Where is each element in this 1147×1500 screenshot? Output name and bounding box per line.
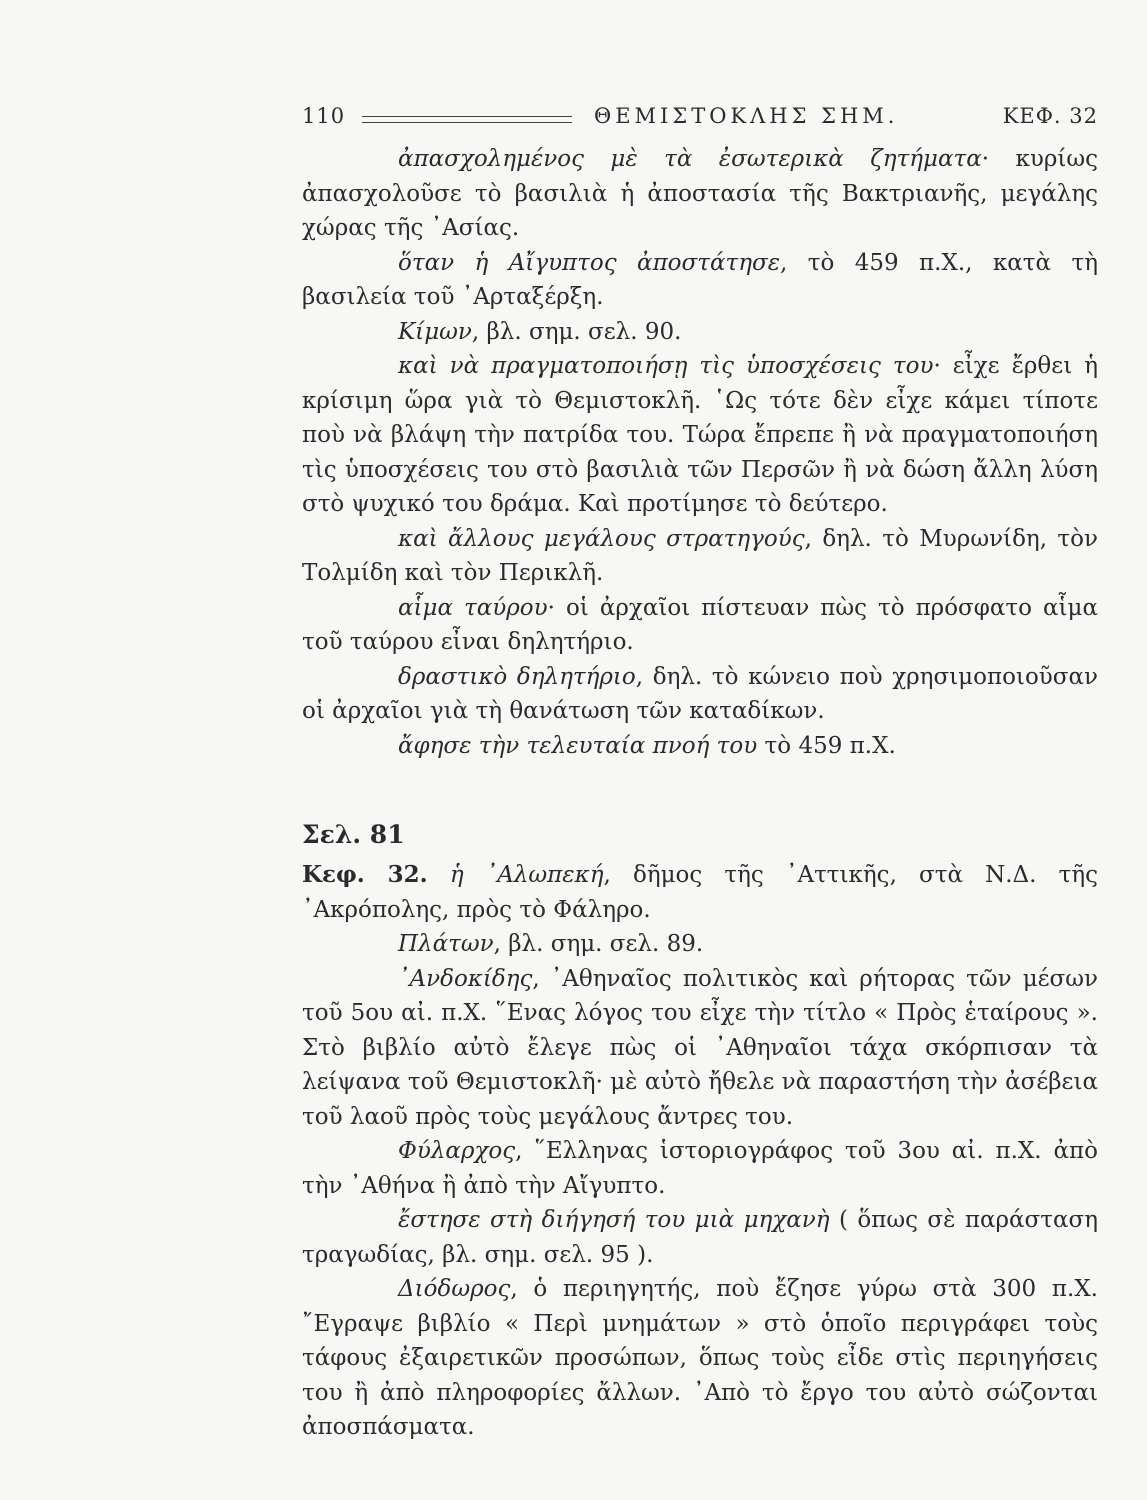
note-entry xyxy=(302,522,1098,591)
note-entry xyxy=(302,927,1098,962)
note-text: , βλ. σημ. σελ. 90. xyxy=(471,318,682,345)
note-entry xyxy=(302,591,1098,660)
section-heading: Σελ. 81 xyxy=(302,820,405,849)
notes-block-1 xyxy=(302,142,1098,763)
note-term: Φύλαρχος xyxy=(398,1138,516,1164)
note-text: · κυρίως ἀπασχολοῦσε τὸ βασιλιὰ ἡ ἀποστασία τῆς Βακτριανῆς, μεγάλης χώρας τῆς ᾿Ασίας. xyxy=(302,146,1098,241)
note-text: , ῞Ελληνας ἱστοριογράφος τοῦ 3ου αἰ. π.Χ. ἀπὸ τὴν ᾿Αθήνα ἢ ἀπὸ τὴν Αἴγυπτο. xyxy=(302,1138,1098,1199)
note-entry xyxy=(302,1203,1098,1272)
note-entry xyxy=(302,729,1098,764)
note-text: , βλ. σημ. σελ. 89. xyxy=(493,931,704,957)
note-term: Κίμων xyxy=(398,318,472,345)
note-text: , δηλ. τὸ Μυρωνίδη, τὸν Τολμίδη καὶ τὸν Περικλῆ. xyxy=(302,525,1098,586)
note-term: καὶ ἄλλους μεγάλους στρατηγούς xyxy=(398,525,805,552)
note-entry xyxy=(302,1134,1098,1203)
note-entry xyxy=(302,858,1098,927)
note-entry xyxy=(302,349,1098,522)
note-term: ἀπασχολημένος μὲ τὰ ἐσωτερικὰ ζητήματα xyxy=(398,146,982,172)
page-number: 110 xyxy=(302,104,346,128)
section-heading-block xyxy=(302,818,1098,853)
note-entry xyxy=(302,962,1098,1135)
note-text: , δῆμος τῆς ᾿Αττικῆς, στὰ Ν.Δ. τῆς ᾿Ακρόπολης, πρὸς τὸ Φάληρο. xyxy=(302,862,1099,923)
note-text: · εἶχε ἔρθει ἡ κρίσιμη ὥρα γιὰ τὸ Θεμιστοκλῆ. ῾Ως τότε δὲν εἶχε κάμει τίποτε ποὺ νὰ βλάψη τὴν πατρίδα του. Τώρα ἔπρεπε ἢ νὰ πραγματοποιήση τὶς ὑποσχέσεις του στὸ βασιλιὰ τῶν Περσῶν ἢ νὰ δώση ἄλλη λύση στὸ ψυχικό του δράμα. Καὶ προτίμησε τὸ δεύτερο. xyxy=(302,353,1098,517)
running-header xyxy=(302,100,1098,134)
chapter-label: Κεφ. 32. xyxy=(302,861,428,888)
header-title: ΘΕΜΙΣΤΟΚΛΗΣ ΣΗΜ. xyxy=(594,104,899,128)
note-term: ἡ ᾿Αλωπεκή xyxy=(449,862,604,888)
notes-block-2 xyxy=(302,858,1098,1445)
note-text: , δηλ. τὸ κώνειο ποὺ χρησιμοποιοῦσαν οἱ ἀρχαῖοι γιὰ τὴ θανάτωση τῶν καταδίκων. xyxy=(302,663,1098,724)
note-term: Πλάτων xyxy=(398,931,494,957)
note-term: ὅταν ἡ Αἴγυπτος ἀποστάτησε xyxy=(398,249,781,276)
note-term: Διόδωρος xyxy=(398,1276,511,1302)
note-text: ( ὅπως σὲ παράσταση τραγωδίας, βλ. σημ. σελ. 95 ). xyxy=(302,1207,1098,1268)
header-rule xyxy=(362,116,572,123)
note-entry xyxy=(302,660,1098,729)
note-entry xyxy=(302,315,1098,350)
note-term: ἄφησε τὴν τελευταία πνοή του xyxy=(398,732,758,759)
note-term: αἷμα ταύρου xyxy=(398,594,548,621)
note-term: δραστικὸ δηλητήριο xyxy=(398,663,636,690)
note-term: ᾿Ανδοκίδης xyxy=(398,965,533,992)
note-text: , ὁ περιηγητής, ποὺ ἔζησε γύρω στὰ 300 π.Χ. ῎Εγραψε βιβλίο « Περὶ μνημάτων » στὸ ὁποῖο περιγράφει τοὺς τάφους ἐξαιρετικῶν προσώπων, ὅπως τοὺς εἶδε στὶς περιηγήσεις του ἢ ἀπὸ πληροφορίες ἄλλων. ᾿Απὸ τὸ ἔργο του αὐτὸ σώζονται ἀποσπάσματα. xyxy=(302,1276,1098,1440)
note-text: , ᾿Αθηναῖος πολιτικὸς καὶ ρήτορας τῶν μέσων τοῦ 5ου αἰ. π.Χ. ῞Ενας λόγος του εἶχε τὴν τίτλο « Πρὸς ἑταίρους ». Στὸ βιβλίο αὐτὸ ἔλεγε πὼς οἱ ᾿Αθηναῖοι τάχα σκόρπισαν τὰ λείψανα τοῦ Θεμιστοκλῆ· μὲ αὐτὸ ἤθελε νὰ παραστήση τὴν ἀσέβεια τοῦ λαοῦ πρὸς τοὺς μεγάλους ἄντρες του. xyxy=(302,965,1098,1130)
note-text: τὸ 459 π.Χ. xyxy=(757,732,896,759)
header-chapter: ΚΕΦ. 32 xyxy=(1002,104,1098,128)
note-text: , τὸ 459 π.Χ., κατὰ τὴ βασιλεία τοῦ ᾿Αρταξέρξη. xyxy=(302,249,1098,310)
note-entry xyxy=(302,246,1098,315)
note-term: ἔστησε στὴ διήγησή του μιὰ μηχανὴ xyxy=(398,1207,830,1233)
note-text: · οἱ ἀρχαῖοι πίστευαν πὼς τὸ πρόσφατο αἷμα τοῦ ταύρου εἶναι δηλητήριο. xyxy=(302,594,1098,655)
note-term: καὶ νὰ πραγματοποιήσῃ τὶς ὑποσχέσεις του xyxy=(398,353,934,379)
note-entry xyxy=(302,142,1098,246)
note-entry xyxy=(302,1272,1098,1445)
